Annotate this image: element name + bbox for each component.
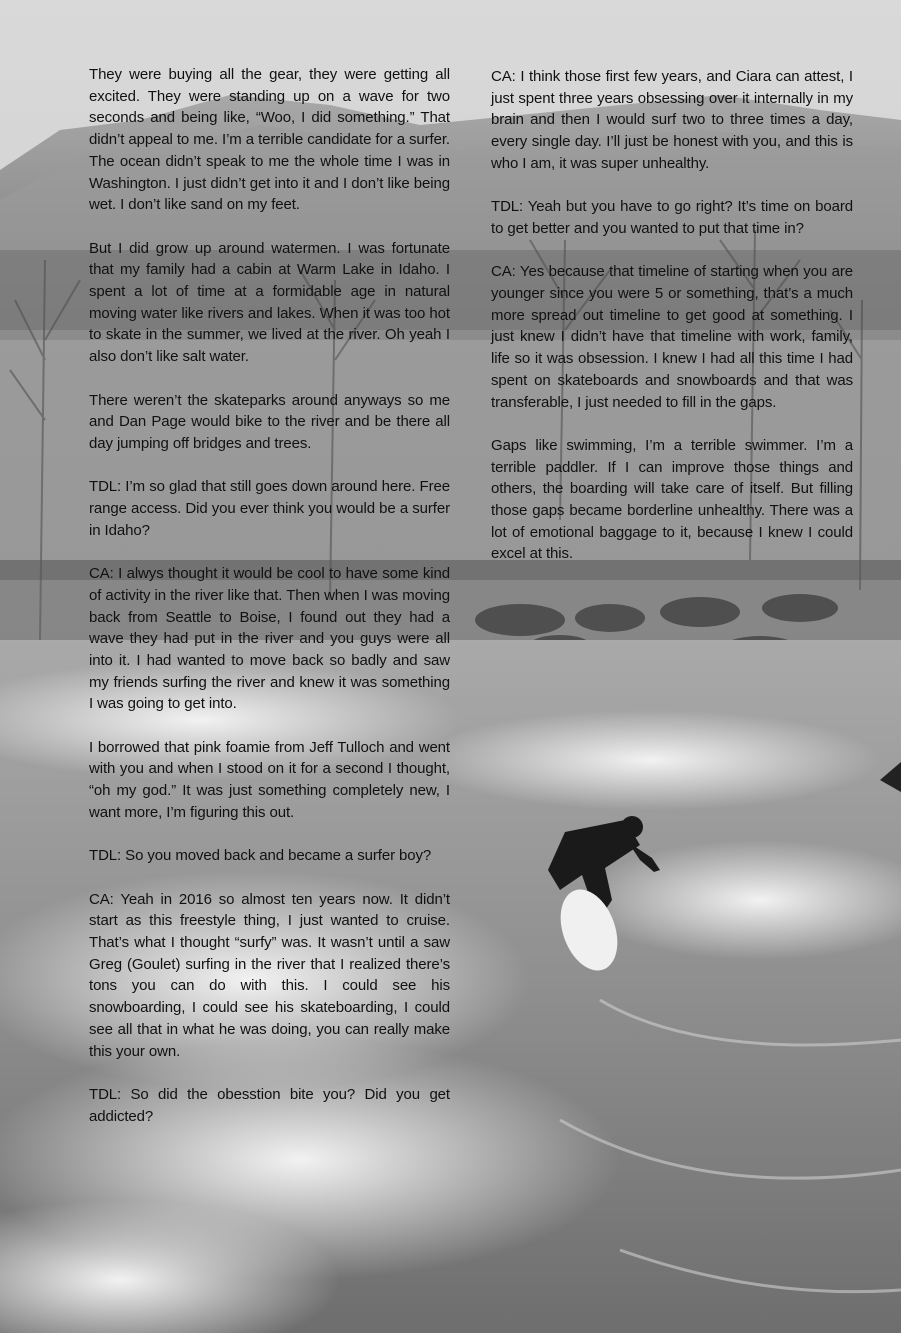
paragraph: TDL: So did the obesstion bite you? Did you get addicted?	[89, 1085, 450, 1125]
paragraph: CA: Yeah in 2016 so almost ten years now. It didn’t start as this freestyle thing, I just wanted to cruise. That’s what I thought “surfy” was. It wasn’t until a saw Greg (Goulet) surfing in the river that I realized there’s tons you can do with this. I could see his snowboarding, I could see his skateboarding, I could see all that in what he was doing, you can really make this your own.	[89, 890, 450, 1060]
paragraph: TDL: So you moved back and became a surfer boy?	[89, 847, 432, 865]
paragraph: They were buying all the gear, they were getting all excited. They were standing up on a wave for two seconds and being like, “Woo, I did something.” That didn’t appeal to me. I’m a terrible candidate for a surfer. The ocean didn’t speak to me the whole time I was in Washington. I just didn’t get into it and I don’t like being wet. I don’t like sand on my feet.	[89, 66, 450, 214]
left-text-column	[89, 64, 450, 1149]
paragraph: Gaps like swimming, I’m a terrible swimmer. I’m a terrible paddler. If I can improve those things and others, the boarding will take care of itself. But filling those gaps became borderline unhealthy. There was a lot of emotional baggage to it, because I knew I could excel at this.	[491, 436, 853, 563]
paragraph: CA: Yes because that timeline of starting when you are younger since you were 5 or something, that’s a much more spread out timeline to get good at something. I just knew I didn’t have that timeline with work, family, life so it was obsession. I knew I had all this time I had spent on skateboards and snowboards and that was transferable, I just needed to fill in the gaps.	[491, 263, 853, 411]
right-text-column	[491, 66, 853, 587]
paragraph: There weren’t the skateparks around anyways so me and Dan Page would bike to the river and be there all day jumping off bridges and trees.	[89, 391, 450, 452]
paragraph: I borrowed that pink foamie from Jeff Tulloch and went with you and when I stood on it for a second I thought, “oh my god.” It was just something completely new, I want more, I’m figuring this out.	[89, 738, 450, 821]
paragraph: TDL: Yeah but you have to go right? It’s time on board to get better and you wanted to put that time in?	[491, 198, 853, 237]
paragraph: CA: I think those first few years, and Ciara can attest, I just spent three years obsessing over it internally in my brain and then I would surf two to three times a day, every single day. I’ll just be honest with you, and this is who I am, it was super unhealthy.	[491, 68, 853, 172]
paragraph: But I did grow up around watermen. I was fortunate that my family had a cabin at Warm Lake in Idaho. I spent a lot of time at a formidable age in natural moving water like rivers and lakes. When it was too hot to skate in the summer, we lived at the river. Oh yeah I also don’t like salt water.	[89, 239, 450, 366]
paragraph: TDL: I’m so glad that still goes down around here. Free range access. Did you ever think you would be a surfer in Idaho?	[89, 478, 450, 539]
paragraph: CA: I alwys thought it would be cool to have some kind of activity in the river like that. Then when I was moving back from Seattle to Boise, I found out they had a wave they had put in the river and you guys were all into it. I had wanted to move back so badly and saw my friends surfing the river and knew it was something I was going to get into.	[89, 565, 450, 713]
